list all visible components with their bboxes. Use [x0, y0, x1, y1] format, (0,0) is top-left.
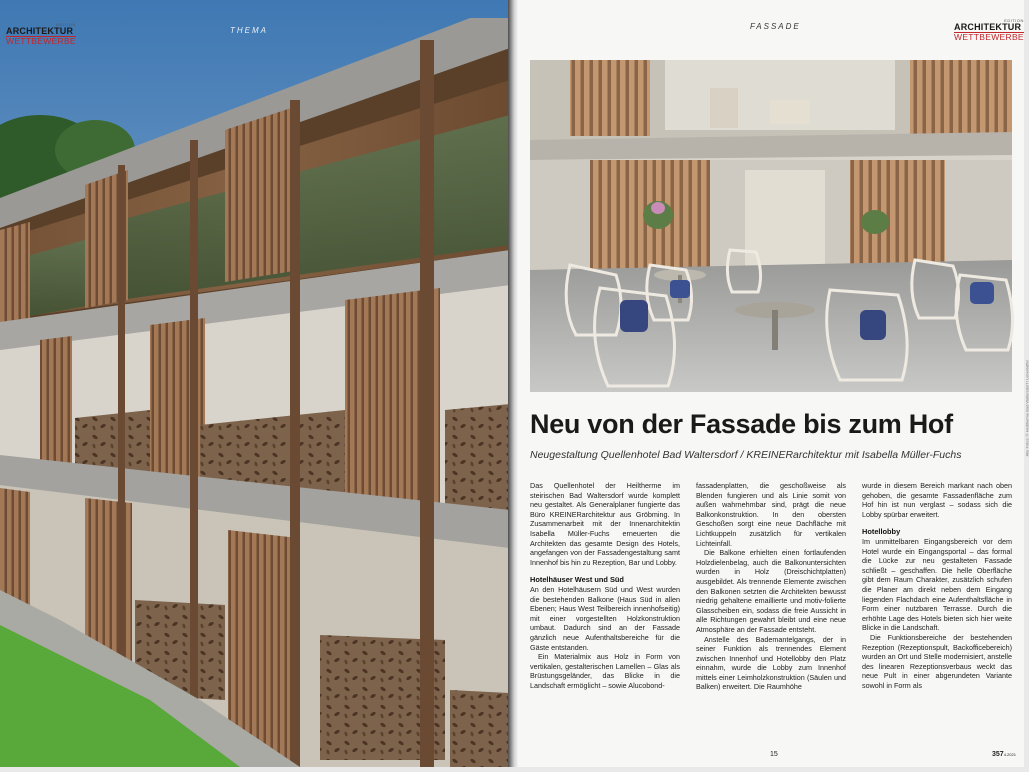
logo-edition: EDITION — [56, 22, 76, 27]
left-page — [0, 0, 510, 767]
logo-edition: EDITION — [1004, 18, 1024, 23]
paragraph: wurde in diesem Bereich markant nach oben gehoben, die gesamte Fassadenfläche zum Hof hin ist nun verglast – sodass sich die Lobby spürbar erweitert. — [862, 481, 1012, 519]
paragraph: Ein Materialmix aus Holz in Form von vertikalen, gestalterischen Lamellen – Glas als Brüstungsgeländer, das Blicke in die Landschaft ermöglicht – sowie Alucobond- — [530, 652, 680, 690]
article-body — [530, 481, 1012, 746]
section-label-left: THEMA — [230, 26, 268, 35]
page-number: 15 — [770, 751, 778, 758]
article-column-1 — [530, 481, 680, 746]
paragraph: An den Hotelhäusern Süd und West wurden die bestehenden Balkone (Haus Süd in allen Ebenen; Haus West Teilbereich innenhofseitig) mit einer vorgestellten Holzkonstruktion umbaut. Dadurch sind an der Fassade gänzlich neue Aufenthaltsbereiche für die Gäste entstanden. — [530, 584, 680, 652]
logo-line1: ARCHITEKTUR — [954, 22, 1022, 32]
paragraph: Die Funktionsbereiche der bestehenden Rezeption (Rezeptionspult, Backofficebereich) wurden an Ort und Stelle modernisiert, anstelle des linearen Rezeptionsverbaus weckt das neue Pult in einer abgerundeten Variante sowohl in Form als — [862, 632, 1012, 690]
issue-number — [992, 751, 1016, 758]
article-column-3 — [862, 481, 1012, 746]
logo-line2: WETTBEWERBE — [6, 36, 76, 46]
facade-photo — [0, 0, 510, 767]
issue-number-value: 357 — [992, 751, 1004, 758]
paragraph: Anstelle des Bademantelgangs, der in seiner Funktion als trennendes Element zwischen Innenhof und Hotellobby den Platz einnahm, wurde die Lobby zum Innenhof mittels einer Leimholzkonstruktion (Säulen und Balken) erweitert. Die Raumhöhe — [696, 634, 846, 692]
paragraph: Im unmittelbaren Eingangsbereich vor dem Hotel wurde ein Eingangsportal – das formal die Lücke zur neu gestalteten Fassade schließt – geschaffen. Die helle Oberfläche gibt dem Raum Charakter, zusätzlich schufen die Planer am direkt neben dem Eingang liegenden Flachdach eine Aufenthaltsfläche in Form einer nutzbaren Terrasse. Durch die erhöhte Lage des Hotels bieten sich hier weite Blicke in die Landschaft. — [862, 536, 1012, 633]
magazine-logo-right — [954, 19, 1024, 42]
paragraph: Die Balkone erhielten einen fortlaufenden Holzdielenbelag, auch die Balkonuntersichten wurden in Holz (Dreischichtplatten) ausgebildet. Als trennende Elemente zwischen den Balkonen setzten die Architekten bewusst niedrig gehaltene emaillierte und motiv-folierte Glasscheiben ein, sodass die freie Aussicht in alle Richtungen gewahrt bleibt und eine neue Atmosphäre an der Fassade entsteht. — [696, 548, 846, 634]
page-gutter — [508, 0, 518, 767]
subheading: Hotellobby — [862, 527, 901, 537]
courtyard-illustration — [530, 60, 1012, 392]
right-page — [518, 0, 1029, 767]
article-column-2 — [696, 481, 846, 746]
courtyard-photo — [530, 60, 1012, 392]
photo-credit: Alle Fotos: © Heiltherme Bad Waltersdorf / Lebenlaffer — [1024, 360, 1029, 457]
logo-line2: WETTBEWERBE — [954, 32, 1024, 42]
paragraph: fassadenplatten, die geschoßweise als Blenden fungieren und als Linie somit von außen wahrnehmbar sind, prägt die neue Balkonkonstruktion. In den obersten Geschoßen sorgt eine neue Dachfläche mit Lichtkuppeln zusätzlich für vertikalen Lichteinfall. — [696, 481, 846, 548]
article-headline: Neu von der Fassade bis zum Hof — [530, 409, 953, 439]
magazine-logo-left — [6, 23, 76, 46]
logo-line1: ARCHITEKTUR — [6, 26, 74, 36]
issue-number-suffix: 4.2021 — [1003, 752, 1016, 757]
section-label-right: FASSADE — [750, 22, 801, 31]
article-subtitle: Neugestaltung Quellenhotel Bad Waltersdorf / KREINERarchitektur mit Isabella Müller-Fuchs — [530, 449, 962, 461]
subheading: Hotelhäuser West und Süd — [530, 575, 624, 585]
paragraph: Das Quellenhotel der Heiltherme im steirischen Bad Waltersdorf wurde komplett neu gestaltet. Als Generalplaner fungierte das Büro KREINERarchitektur aus Gröbming. In Zusammenarbeit mit der Innenarchitektin Isabella Müller-Fuchs erneuerten die Architekten das gesamte Design des Hotels, angefangen von der Fassadengestaltung samt Innenhof bis hin zu Rezeption, Bar und Lobby. — [530, 481, 680, 567]
